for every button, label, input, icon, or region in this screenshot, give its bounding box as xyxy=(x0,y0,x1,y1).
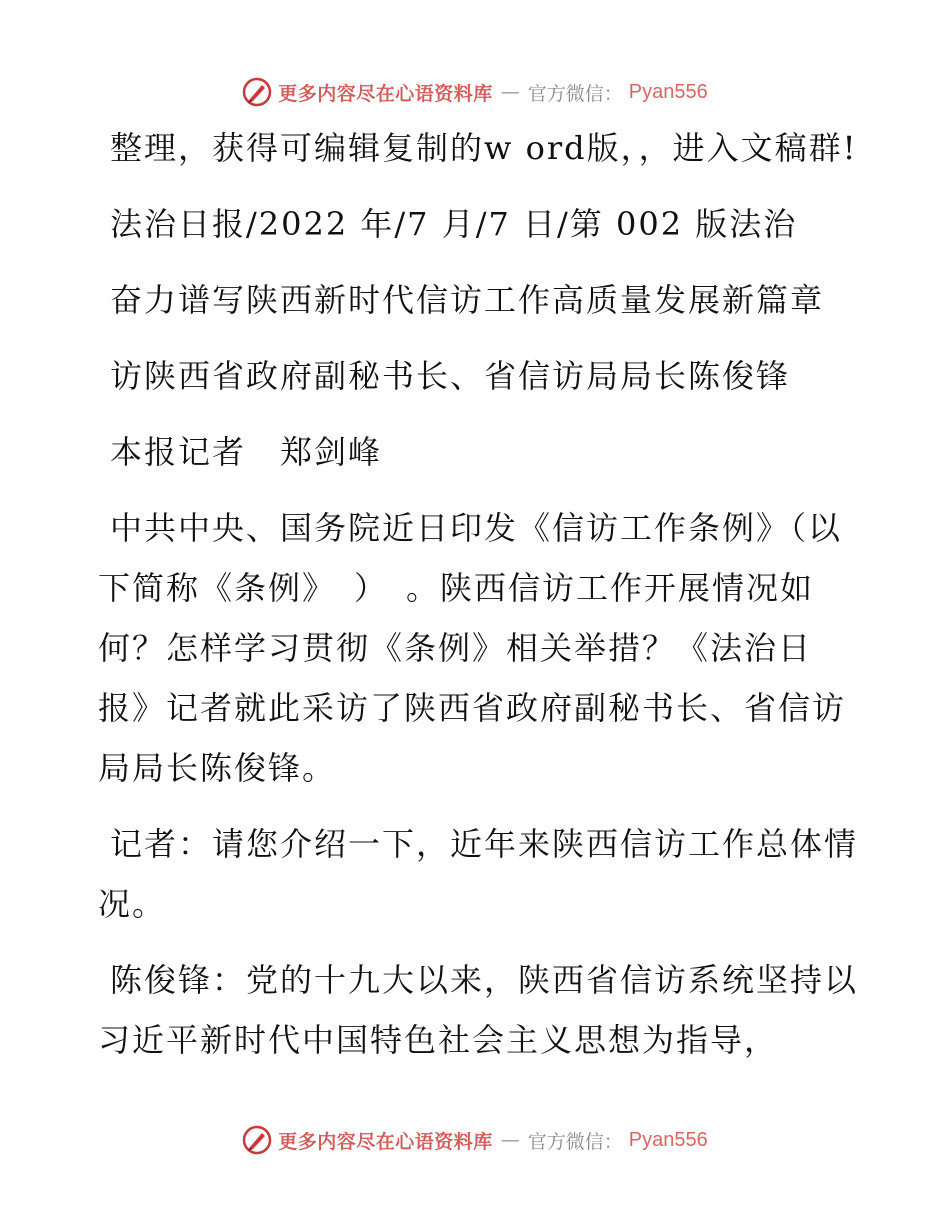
watermark-group xyxy=(242,1125,708,1155)
watermark-group xyxy=(242,77,708,107)
watermark-brand: 更多内容尽在心语资料库 xyxy=(278,1130,493,1153)
watermark-label: 官方微信： xyxy=(527,1130,623,1153)
pen-logo-icon xyxy=(242,77,272,107)
watermark-brand: 更多内容尽在心语资料库 xyxy=(278,82,493,105)
paragraph-source: 法治日报/2022 年/7 月/7 日/第 002 版法治 xyxy=(110,205,798,243)
watermark-dash: — xyxy=(500,1129,520,1151)
pen-logo-icon xyxy=(242,1125,272,1155)
paragraph-question: 记者：请您介绍一下，近年来陕西信访工作总体情况。 xyxy=(98,825,859,923)
watermark-label: 官方微信： xyxy=(527,82,623,105)
article-subtitle: 访陕西省政府副秘书长、省信访局局长陈俊锋 xyxy=(110,357,791,395)
paragraph-intro: 整理，获得可编辑复制的w ord版，，进入文稿群! xyxy=(110,129,858,167)
paragraph-answer: 陈俊锋：党的十九大以来，陕西省信访系统坚持以习近平新时代中国特色社会主义思想为指导， xyxy=(98,961,859,1059)
document-body xyxy=(98,118,858,1086)
header-watermark xyxy=(0,72,950,112)
article-title: 奋力谱写陕西新时代信访工作高质量发展新篇章 xyxy=(110,281,825,319)
watermark-dash: — xyxy=(500,81,520,103)
footer-watermark xyxy=(0,1120,950,1160)
article-byline: 本报记者 郑剑峰 xyxy=(110,433,383,471)
watermark-id: Pyan556 xyxy=(628,80,708,103)
watermark-id: Pyan556 xyxy=(628,1128,708,1151)
paragraph-lead: 中共中央、国务院近日印发《信访工作条例》（以下简称《条例》 ） 。陕西信访工作开展情况如何？怎样学习贯彻《条例》相关举措？《法治日报》记者就此采访了陕西省政府副秘书长、省信访局局长陈俊锋。 xyxy=(98,509,847,787)
